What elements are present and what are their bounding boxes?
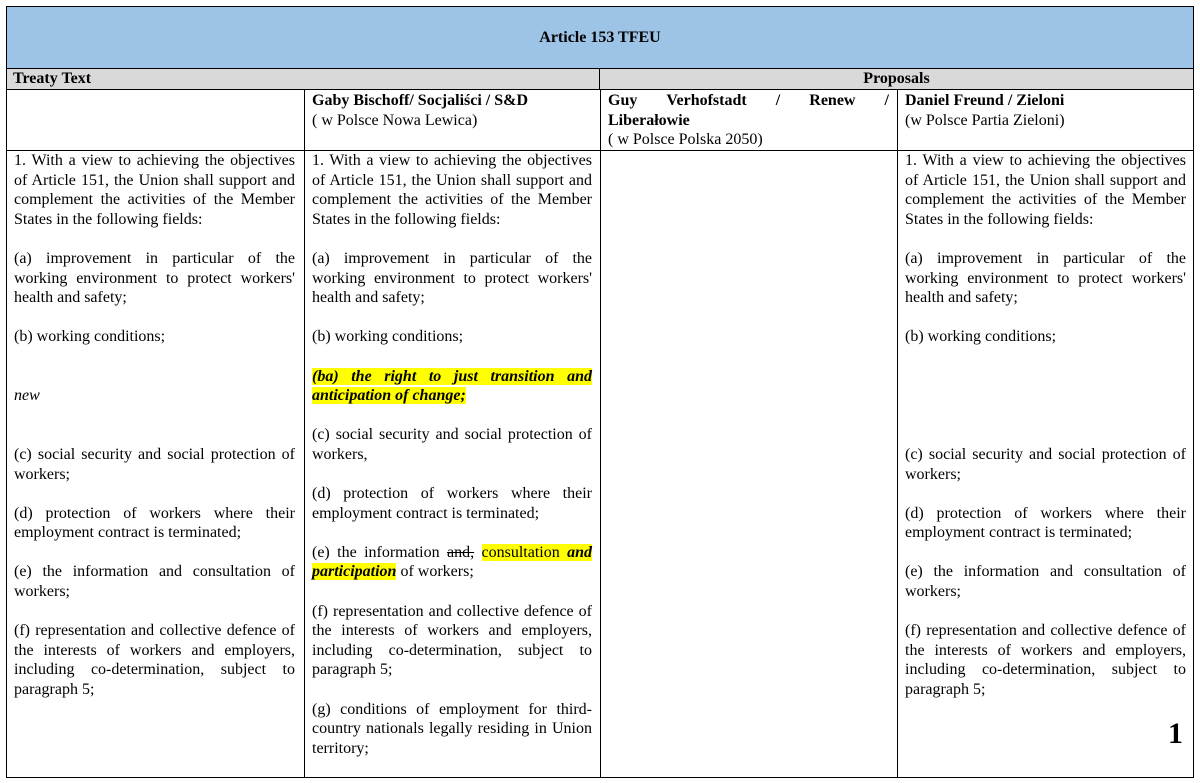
freund-item-d: (d) protection of workers where their employment contract is terminated; xyxy=(905,504,1186,542)
bischoff-item-ba-highlight: (ba) the right to just transition and anticipation of change; xyxy=(312,367,592,405)
treaty-item-e: (e) the information and consultation of workers; xyxy=(14,563,295,601)
treaty-item-c: (c) social security and social protection of workers; xyxy=(14,445,295,483)
bischoff-item-c: (c) social security and social protection of workers, xyxy=(312,426,592,463)
bischoff-e-and: and xyxy=(567,543,593,561)
bischoff-e-struck: and, xyxy=(447,543,475,561)
page-number: 1 xyxy=(1168,717,1183,750)
column-divider-1 xyxy=(304,90,305,777)
bischoff-item-f: (f) representation and collective defence of the interests of workers and employers, including co-determination, subject to paragraph 5; xyxy=(312,602,592,679)
freund-party: (w Polsce Partia Zieloni) xyxy=(905,111,1065,129)
column-divider-2 xyxy=(600,90,601,777)
bischoff-paragraph-1: 1. With a view to achieving the objectives of Article 151, the Union shall support and complement the activities of the Member States in the following fields: xyxy=(312,152,592,228)
verhofstadt-header xyxy=(608,91,889,150)
treaty-item-f: (f) representation and collective defence of the interests of workers and employers, including co-determination, subject to paragraph 5; xyxy=(14,622,295,699)
freund-item-f: (f) representation and collective defence of the interests of workers and employers, including co-determination, subject to paragraph 5; xyxy=(905,622,1186,699)
treaty-text-header: Treaty Text xyxy=(7,69,600,90)
bischoff-e-text: (e) the information xyxy=(312,543,447,561)
freund-header xyxy=(905,91,1187,130)
bischoff-item-a: (a) improvement in particular of the working environment to protect workers' health and safety; xyxy=(312,249,592,307)
bischoff-name: Gaby Bischoff/ Socjaliści / S&D xyxy=(312,92,529,109)
freund-proposal-column xyxy=(905,151,1186,719)
bischoff-item-g: (g) conditions of employment for third-country nationals legally residing in Union territory; xyxy=(312,700,592,757)
verhofstadt-party: ( w Polsce Polska 2050) xyxy=(608,131,763,149)
freund-name: Daniel Freund / Zieloni xyxy=(905,92,1065,109)
proposals-header: Proposals xyxy=(600,69,1193,90)
freund-item-c: (c) social security and social protection of workers; xyxy=(905,445,1186,483)
treaty-item-d: (d) protection of workers where their employment contract is terminated; xyxy=(14,504,295,542)
table-title: Article 153 TFEU xyxy=(7,7,1193,69)
treaty-new-label: new xyxy=(14,387,40,405)
bischoff-e-participation: participation xyxy=(312,563,397,581)
bischoff-party: ( w Polsce Nowa Lewica) xyxy=(312,111,478,129)
bischoff-e-tail: of workers; xyxy=(396,563,474,581)
freund-item-b: (b) working conditions; xyxy=(905,328,1057,346)
freund-paragraph-1: 1. With a view to achieving the objectives of Article 151, the Union shall support and complement the activities of the Member States in the following fields: xyxy=(905,152,1186,228)
column-divider-3 xyxy=(897,90,898,777)
bischoff-item-e xyxy=(312,543,592,582)
freund-item-a: (a) improvement in particular of the working environment to protect workers' health and safety; xyxy=(905,249,1186,307)
bischoff-item-b: (b) working conditions; xyxy=(312,328,464,346)
bischoff-header xyxy=(312,91,592,130)
verhofstadt-proposal-column xyxy=(608,151,889,751)
treaty-item-a: (a) improvement in particular of the working environment to protect workers' health and safety; xyxy=(14,249,295,307)
treaty-item-b: (b) working conditions; xyxy=(14,328,166,346)
bischoff-proposal-column xyxy=(312,151,592,758)
treaty-text-column xyxy=(14,151,295,719)
comparison-table xyxy=(6,6,1194,778)
bischoff-item-ba xyxy=(312,367,592,406)
bischoff-e-consultation: consultation xyxy=(481,543,560,561)
treaty-paragraph-1: 1. With a view to achieving the objectives of Article 151, the Union shall support and complement the activities of the Member States in the following fields: xyxy=(14,152,295,228)
verhofstadt-name-line1: Guy Verhofstadt / Renew / xyxy=(608,92,889,109)
freund-item-e: (e) the information and consultation of workers; xyxy=(905,563,1186,601)
verhofstadt-name-line2: Liberałowie xyxy=(608,111,690,129)
bischoff-item-d: (d) protection of workers where their employment contract is terminated; xyxy=(312,485,592,522)
